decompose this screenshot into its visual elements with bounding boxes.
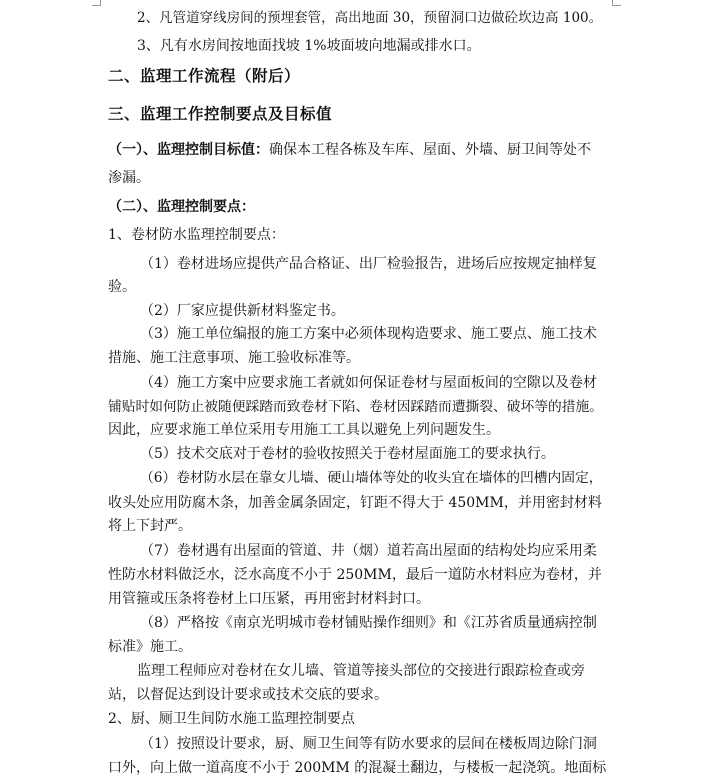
subsection-heading: （二）、监理控制要点： (108, 199, 255, 215)
goal-text: 确保本工程各栋及车库、屋面、外墙、厨卫间等处不 (269, 142, 591, 158)
text-line: 3、凡有水房间按地面找坡 1%坡面坡向地漏或排水口。 (137, 38, 481, 54)
text-line: 站，以督促达到设计要求或技术交底的要求。 (108, 687, 388, 703)
text-line: 口外，向上做一道高度不小于 200MM 的混凝土翻边，与楼板一起浇筑。地面标 (108, 760, 607, 776)
text-line: 2、厨、厕卫生间防水施工监理控制要点 (108, 711, 355, 727)
section-heading: 三、监理工作控制要点及目标值 (108, 104, 333, 123)
text-line: 2、凡管道穿线房间的预埋套管，高出地面 30，预留洞口边做砼坎边高 100。 (137, 10, 603, 26)
text-line: （7）卷材遇有出屋面的管道、井（烟）道若高出屋面的结构处均应采用柔 (140, 543, 597, 559)
text-line: 监理工程师应对卷材在女儿墙、管道等接头部位的交接进行跟踪检查或旁 (137, 663, 585, 679)
text-line: （1）卷材进场应提供产品合格证、出厂检验报告，进场后应按规定抽样复 (140, 256, 597, 272)
text-line: 收头处应用防腐木条，加善金属条固定，钉距不得大于 450MM，并用密封材料 (108, 495, 602, 511)
text-line: （4）施工方案中应要求施工者就如何保证卷材与屋面板间的空隙以及卷材 (140, 375, 597, 391)
text-line: （2）厂家应提供新材料鉴定书。 (140, 303, 345, 319)
text-line: （8）严格按《南京光明城市卷材铺贴操作细则》和《江苏省质量通病控制 (140, 615, 597, 631)
text-line: 1、卷材防水监理控制要点： (108, 227, 285, 243)
text-line: （1）按照设计要求，厨、厕卫生间等有防水要求的层间在楼板周边除门洞 (140, 736, 597, 752)
section-heading: 二、监理工作流程（附后） (108, 66, 301, 85)
text-line: 因此，应要求施工单位采用专用施工工具以避免上列问题发生。 (108, 422, 500, 438)
text-line: 性防水材料做泛水，泛水高度不小于 250MM，最后一道防水材料应为卷材，并 (108, 567, 602, 583)
text-line: 铺贴时如何防止被随便踩踏而致卷材下陷、卷材因踩踏而遭撕裂、破坏等的措施。 (108, 399, 604, 415)
text-line: 用管箍或压条将卷材上口压紧，再用密封材料封口。 (108, 591, 430, 607)
goal-label: （一）、监理控制目标值： (108, 142, 269, 158)
page-corner-mark-left (92, 0, 101, 6)
text-line: 标准》施工。 (108, 639, 192, 655)
text-line: 渗漏。 (108, 170, 150, 186)
text-line: （5）技术交底对于卷材的验收按照关于卷材屋面施工的要求执行。 (140, 446, 555, 462)
text-line: （3）施工单位编报的施工方案中必须体现构造要求、施工要点、施工技术 (140, 326, 597, 342)
page-corner-mark-right (612, 0, 621, 6)
text-line: 验。 (108, 279, 136, 295)
text-line: （6）卷材防水层在靠女儿墙、硬山墙体等处的收头宜在墙体的凹槽内固定， (140, 470, 603, 486)
text-line: 措施、施工注意事项、施工验收标准等。 (108, 350, 360, 366)
goal-paragraph-line (108, 141, 608, 159)
text-line: 将上下封严。 (108, 518, 192, 534)
